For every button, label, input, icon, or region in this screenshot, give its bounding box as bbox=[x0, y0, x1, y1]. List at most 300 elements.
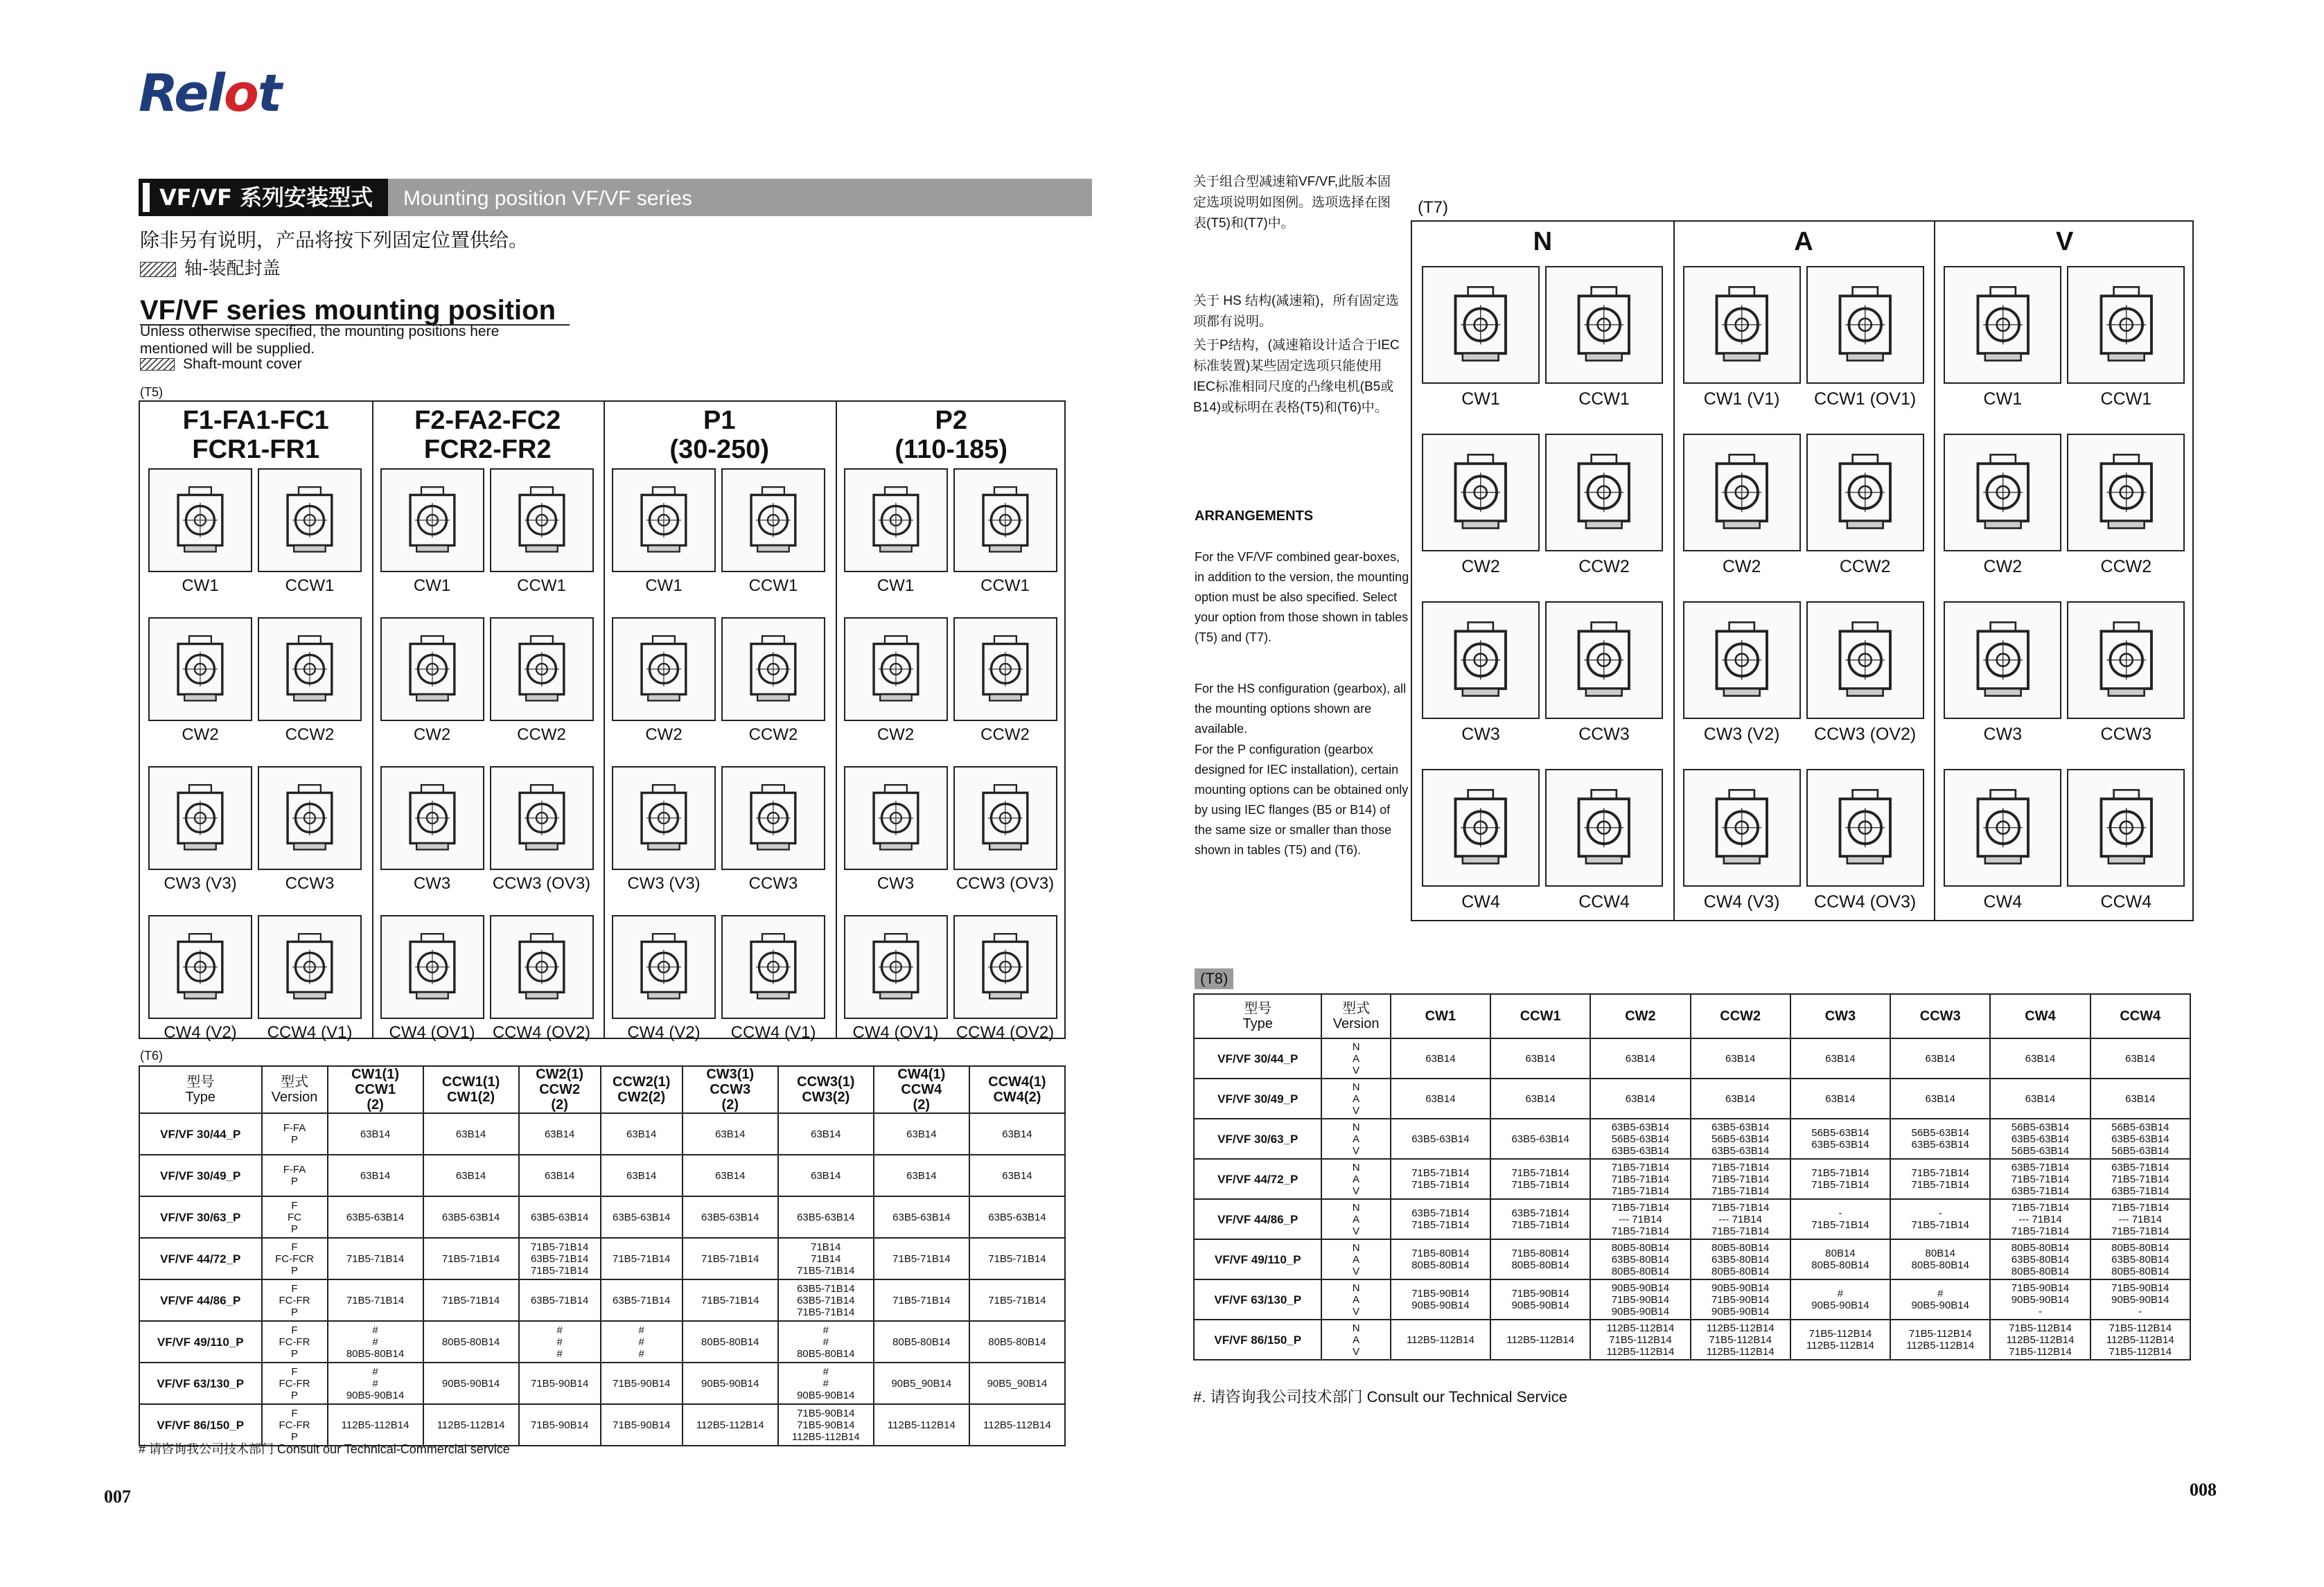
gearbox-icon bbox=[624, 779, 703, 858]
mounting-caption: CCW1 bbox=[1578, 389, 1630, 409]
mounting-caption: CCW2 bbox=[980, 725, 1030, 744]
column-header: CCW1 bbox=[1490, 994, 1590, 1038]
row-type: VF/VF 44/86_P bbox=[139, 1279, 262, 1321]
table-cell: 71B5-71B14 71B5-71B14 71B5-71B14 bbox=[1691, 1159, 1790, 1199]
mounting-caption: CCW1 bbox=[980, 576, 1030, 595]
gearbox-icon bbox=[161, 928, 240, 1007]
gearbox-icon bbox=[1697, 615, 1786, 704]
column-header: CW4 bbox=[1990, 994, 2090, 1038]
column-header: CCW2 bbox=[1691, 994, 1790, 1038]
mounting-diagram bbox=[1545, 434, 1663, 551]
row-type: VF/VF 44/86_P bbox=[1194, 1199, 1321, 1239]
table-cell: 63B14 bbox=[683, 1155, 778, 1196]
mounting-caption: CCW3 bbox=[2100, 725, 2152, 744]
mounting-diagram bbox=[1944, 601, 2061, 719]
mounting-caption: CCW4 (V1) bbox=[267, 1023, 353, 1042]
table-cell: 63B14 bbox=[519, 1113, 601, 1155]
table-cell: 71B5-90B14 90B5-90B14 - bbox=[2090, 1279, 2190, 1320]
row-type: VF/VF 30/44_P bbox=[139, 1113, 262, 1155]
section-title-zh: VF/VF 系列安装型式 bbox=[139, 179, 388, 216]
mounting-caption: CW1 bbox=[182, 576, 219, 595]
mounting-diagram bbox=[2067, 434, 2185, 551]
mounting-diagram bbox=[721, 617, 825, 721]
table-cell: # # # bbox=[601, 1321, 683, 1363]
gearbox-icon bbox=[624, 481, 703, 560]
mounting-caption: CW2 bbox=[182, 725, 219, 744]
brand-logo: Relot bbox=[139, 64, 281, 123]
table-cell: 112B5-112B14 bbox=[874, 1404, 969, 1446]
t8-table bbox=[1193, 993, 2191, 1360]
table-cell: 63B5-71B14 71B5-71B14 bbox=[1490, 1199, 1590, 1239]
mounting-diagram bbox=[953, 915, 1057, 1019]
mounting-diagram bbox=[1545, 601, 1663, 719]
page-number-left: 007 bbox=[104, 1487, 131, 1507]
column-divider bbox=[604, 402, 605, 1038]
mounting-caption: CCW3 bbox=[1578, 725, 1630, 744]
gearbox-icon bbox=[1559, 447, 1648, 537]
table-cell: 63B14 bbox=[1790, 1038, 1890, 1079]
row-type: VF/VF 49/110_P bbox=[1194, 1239, 1321, 1279]
note-en-3: For the P configuration (gearbox designed for IEC installation), certain mounting options can be obtained only by using IEC flanges (B5 or B14) of the same size or smaller than those shown in tables (T5) and (T6). bbox=[1195, 743, 1409, 857]
row-type: VF/VF 63/130_P bbox=[139, 1363, 262, 1404]
mounting-diagram bbox=[612, 468, 716, 572]
mounting-caption: CCW2 bbox=[2100, 557, 2152, 576]
table-cell: F-FA P bbox=[262, 1113, 328, 1155]
t5-mounting-grid bbox=[139, 400, 1066, 1042]
mounting-diagram bbox=[721, 766, 825, 870]
gearbox-icon bbox=[393, 928, 472, 1007]
table-cell: 80B5-80B14 63B5-80B14 80B5-80B14 bbox=[1590, 1239, 1690, 1279]
table-cell: F FC-FR P bbox=[262, 1279, 328, 1321]
row-type: VF/VF 44/72_P bbox=[139, 1238, 262, 1279]
mounting-diagram bbox=[380, 468, 484, 572]
gearbox-icon bbox=[1958, 447, 2048, 537]
gearbox-icon bbox=[734, 630, 813, 709]
row-type: VF/VF 86/150_P bbox=[1194, 1320, 1321, 1360]
table-cell: 56B5-63B14 63B5-63B14 bbox=[1790, 1119, 1890, 1159]
table-cell: # 90B5-90B14 bbox=[1890, 1279, 1990, 1320]
table-row bbox=[139, 1155, 1065, 1196]
table-row bbox=[1194, 1119, 2190, 1159]
arrangements-heading: ARRANGEMENTS bbox=[1195, 508, 1314, 524]
table-cell: 71B5-71B14 bbox=[874, 1238, 969, 1279]
group-heading bbox=[372, 406, 604, 464]
table-cell: 63B14 bbox=[328, 1113, 423, 1155]
table-cell: # 90B5-90B14 bbox=[1790, 1279, 1890, 1320]
table-cell: 63B5-63B14 56B5-63B14 63B5-63B14 bbox=[1691, 1119, 1790, 1159]
table-cell: 63B14 bbox=[519, 1155, 601, 1196]
table-row bbox=[1194, 1239, 2190, 1279]
mounting-diagram bbox=[148, 617, 252, 721]
mounting-diagram bbox=[844, 617, 948, 721]
gearbox-icon bbox=[1820, 447, 1910, 537]
group-heading bbox=[140, 406, 372, 464]
group-heading-line2: FCR1-FR1 bbox=[192, 435, 320, 464]
t8-label: (T8) bbox=[1195, 968, 1233, 989]
table-cell: 63B14 bbox=[601, 1155, 683, 1196]
table-cell: N A V bbox=[1321, 1320, 1390, 1360]
table-cell: 112B5-112B14 bbox=[683, 1404, 778, 1446]
mounting-diagram bbox=[844, 915, 948, 1019]
table-cell: 71B5-71B14 71B5-71B14 bbox=[1890, 1159, 1990, 1199]
t5-label: (T5) bbox=[140, 385, 163, 399]
table-cell: N A V bbox=[1321, 1199, 1390, 1239]
table-cell: # # 90B5-90B14 bbox=[778, 1363, 874, 1404]
mounting-diagram bbox=[148, 766, 252, 870]
table-cell: 80B14 80B5-80B14 bbox=[1890, 1239, 1990, 1279]
table-cell: 90B5-90B14 bbox=[423, 1363, 519, 1404]
mounting-caption: CCW3 bbox=[748, 874, 798, 893]
mounting-caption: CW3 (V3) bbox=[627, 874, 701, 893]
table-cell: 71B5-90B14 bbox=[519, 1404, 601, 1446]
table-cell: 71B5-90B14 90B5-90B14 bbox=[1391, 1279, 1490, 1320]
table-cell: 71B5-71B14 bbox=[683, 1279, 778, 1321]
table-cell: F FC-FCR P bbox=[262, 1238, 328, 1279]
mounting-caption: CW4 (OV1) bbox=[852, 1023, 939, 1042]
gearbox-icon bbox=[856, 779, 935, 858]
table-cell: 63B5-63B14 56B5-63B14 63B5-63B14 bbox=[1590, 1119, 1690, 1159]
gearbox-icon bbox=[1820, 615, 1910, 704]
gearbox-icon bbox=[734, 481, 813, 560]
table-cell: 63B14 bbox=[1391, 1079, 1490, 1119]
mounting-caption: CW1 bbox=[645, 576, 683, 595]
intro-en: Unless otherwise specified, the mounting positions here mentioned will be supplied. bbox=[140, 323, 500, 357]
table-cell: 63B14 bbox=[1691, 1079, 1790, 1119]
mounting-diagram bbox=[721, 468, 825, 572]
group-heading-line1: F2-FA2-FC2 bbox=[414, 406, 561, 435]
gearbox-icon bbox=[1559, 615, 1648, 704]
mounting-diagram bbox=[953, 617, 1057, 721]
table-cell: F-FA P bbox=[262, 1155, 328, 1196]
mounting-diagram bbox=[490, 915, 594, 1019]
row-type: VF/VF 86/150_P bbox=[139, 1404, 262, 1446]
column-header: CW3(1) CCW3 (2) bbox=[683, 1066, 778, 1113]
table-cell: 63B14 bbox=[874, 1155, 969, 1196]
mounting-caption: CCW2 bbox=[748, 725, 798, 744]
mounting-diagram bbox=[380, 915, 484, 1019]
t6-table bbox=[139, 1065, 1066, 1446]
column-header: CW1 bbox=[1391, 994, 1490, 1038]
table-cell: 56B5-63B14 63B5-63B14 56B5-63B14 bbox=[1990, 1119, 2090, 1159]
mounting-diagram bbox=[1944, 266, 2061, 384]
table-cell: 63B5-71B14 bbox=[601, 1279, 683, 1321]
table-cell: 71B5-71B14 bbox=[874, 1279, 969, 1321]
mounting-caption: CCW4 bbox=[1578, 892, 1630, 912]
mounting-diagram bbox=[1422, 434, 1540, 551]
table-cell: # # 80B5-80B14 bbox=[328, 1321, 423, 1363]
row-type: VF/VF 44/72_P bbox=[1194, 1159, 1321, 1199]
row-type: VF/VF 30/63_P bbox=[139, 1196, 262, 1238]
gearbox-icon bbox=[1559, 783, 1648, 872]
gearbox-icon bbox=[502, 928, 581, 1007]
table-cell: 63B5-71B14 71B5-71B14 bbox=[1391, 1199, 1490, 1239]
table-cell: 63B5-63B14 bbox=[969, 1196, 1065, 1238]
column-divider bbox=[372, 402, 373, 1038]
table-cell: N A V bbox=[1321, 1279, 1390, 1320]
table-cell: F FC-FR P bbox=[262, 1404, 328, 1446]
mounting-diagram bbox=[2067, 769, 2185, 887]
table-row bbox=[1194, 1320, 2190, 1360]
mounting-diagram bbox=[1545, 769, 1663, 887]
mounting-caption: CCW4 (OV2) bbox=[492, 1023, 591, 1042]
gearbox-icon bbox=[856, 928, 935, 1007]
table-cell: 63B14 bbox=[969, 1155, 1065, 1196]
gearbox-icon bbox=[1958, 280, 2048, 369]
mounting-caption: CW2 bbox=[1722, 557, 1761, 576]
note-en-1: For the VF/VF combined gear-boxes, in addition to the version, the mounting option must be also specified. Select your option from those shown in tables (T5) and (T7). bbox=[1195, 550, 1409, 644]
table-cell: 90B5-90B14 bbox=[683, 1363, 778, 1404]
mounting-caption: CW2 bbox=[1983, 557, 2023, 576]
mounting-caption: CW1 bbox=[877, 576, 915, 595]
gearbox-icon bbox=[393, 481, 472, 560]
table-cell: # # 80B5-80B14 bbox=[778, 1321, 874, 1363]
mounting-caption: CW2 bbox=[877, 725, 915, 744]
table-cell: 112B5-112B14 71B5-112B14 112B5-112B14 bbox=[1691, 1320, 1790, 1360]
table-cell: N A V bbox=[1321, 1239, 1390, 1279]
gearbox-icon bbox=[161, 779, 240, 858]
gearbox-icon bbox=[1436, 447, 1525, 537]
gearbox-icon bbox=[1958, 783, 2048, 872]
table-cell: 71B5-112B14 112B5-112B14 71B5-112B14 bbox=[1990, 1320, 2090, 1360]
row-type: VF/VF 49/110_P bbox=[139, 1321, 262, 1363]
table-cell: 112B5-112B14 bbox=[1391, 1320, 1490, 1360]
table-cell: 63B14 bbox=[778, 1113, 874, 1155]
mounting-caption: CCW3 (OV3) bbox=[492, 874, 591, 893]
table-cell: 71B5-112B14 112B5-112B14 bbox=[1790, 1320, 1890, 1360]
gearbox-icon bbox=[502, 630, 581, 709]
mounting-caption: CW1 (V1) bbox=[1703, 389, 1780, 409]
mounting-diagram bbox=[1806, 434, 1924, 551]
table-cell: 63B5-63B14 bbox=[328, 1196, 423, 1238]
table-cell: 71B5-112B14 112B5-112B14 71B5-112B14 bbox=[2090, 1320, 2190, 1360]
table-cell: 63B14 bbox=[683, 1113, 778, 1155]
column-header: CCW3 bbox=[1890, 994, 1990, 1038]
intro-zh: 除非另有说明，产品将按下列固定位置供给。 bbox=[140, 229, 529, 251]
table-cell: 71B5-71B14 --- 71B14 71B5-71B14 bbox=[1590, 1199, 1690, 1239]
mounting-caption: CCW3 bbox=[285, 874, 335, 893]
table-row bbox=[139, 1113, 1065, 1155]
row-type: VF/VF 30/49_P bbox=[1194, 1079, 1321, 1119]
gearbox-icon bbox=[161, 630, 240, 709]
table-cell: 63B5-63B14 bbox=[423, 1196, 519, 1238]
mounting-diagram bbox=[1545, 266, 1663, 384]
table-cell: 63B5-63B14 bbox=[1391, 1119, 1490, 1159]
table-cell: 71B5-90B14 90B5-90B14 - bbox=[1990, 1279, 2090, 1320]
mounting-diagram bbox=[612, 617, 716, 721]
table-cell: 71B5-90B14 bbox=[601, 1363, 683, 1404]
gearbox-icon bbox=[270, 481, 349, 560]
table-row bbox=[1194, 1159, 2190, 1199]
mounting-diagram bbox=[721, 915, 825, 1019]
mounting-caption: CCW2 bbox=[1839, 557, 1891, 576]
gearbox-icon bbox=[1820, 280, 1910, 369]
mounting-diagram bbox=[1422, 266, 1540, 384]
table-cell: 80B5-80B14 bbox=[423, 1321, 519, 1363]
mounting-caption: CW3 bbox=[877, 874, 915, 893]
table-cell: 112B5-112B14 71B5-112B14 112B5-112B14 bbox=[1590, 1320, 1690, 1360]
gearbox-icon bbox=[856, 481, 935, 560]
gearbox-icon bbox=[2081, 280, 2171, 369]
table-cell: 80B5-80B14 63B5-80B14 80B5-80B14 bbox=[1990, 1239, 2090, 1279]
gearbox-icon bbox=[1697, 783, 1786, 872]
mounting-diagram bbox=[258, 468, 362, 572]
section-band bbox=[139, 179, 1092, 216]
mounting-caption: CW1 bbox=[1983, 389, 2023, 409]
mounting-caption: CW1 bbox=[1461, 389, 1500, 409]
gearbox-icon bbox=[1697, 447, 1786, 537]
table-cell: 63B5-63B14 bbox=[778, 1196, 874, 1238]
mounting-caption: CW4 (V3) bbox=[1703, 892, 1780, 912]
table-cell: 71B5-71B14 --- 71B14 71B5-71B14 bbox=[1990, 1199, 2090, 1239]
table-cell: N A V bbox=[1321, 1038, 1390, 1079]
mounting-caption: CCW2 bbox=[1578, 557, 1630, 576]
column-header: 型式 Version bbox=[262, 1066, 328, 1113]
table-cell: 63B5-63B14 bbox=[1490, 1119, 1590, 1159]
mounting-caption: CW2 bbox=[645, 725, 683, 744]
table-cell: 71B5-71B14 63B5-71B14 71B5-71B14 bbox=[519, 1238, 601, 1279]
group-heading bbox=[836, 406, 1068, 464]
table-cell: F FC-FR P bbox=[262, 1321, 328, 1363]
note-zh-3: 关于P结构，(减速箱设计适合于IEC标准装置)某些固定选项只能使用IEC标准相同尺度的凸缘电机(B5或B14)或标明在表格(T5)和(T6)中。 bbox=[1193, 338, 1400, 415]
table-cell: F FC P bbox=[262, 1196, 328, 1238]
mounting-caption: CCW2 bbox=[517, 725, 566, 744]
mounting-diagram bbox=[490, 766, 594, 870]
table-cell: 80B5-80B14 bbox=[969, 1321, 1065, 1363]
mounting-caption: CW3 (V3) bbox=[164, 874, 237, 893]
note-zh-2: 关于 HS 结构(减速箱)，所有固定选项都有说明。 bbox=[1193, 294, 1399, 329]
gearbox-icon bbox=[1697, 280, 1786, 369]
mounting-caption: CW3 (V2) bbox=[1703, 725, 1780, 744]
mounting-diagram bbox=[148, 915, 252, 1019]
gearbox-icon bbox=[966, 779, 1045, 858]
column-header: CW1(1) CCW1 (2) bbox=[328, 1066, 423, 1113]
table-cell: 71B5-71B14 --- 71B14 71B5-71B14 bbox=[1691, 1199, 1790, 1239]
t6-label: (T6) bbox=[140, 1049, 163, 1063]
table-cell: 71B5-71B14 bbox=[683, 1238, 778, 1279]
table-cell: 71B5-71B14 bbox=[423, 1279, 519, 1321]
table-cell: # # # bbox=[519, 1321, 601, 1363]
group-heading-line1: P1 bbox=[703, 406, 736, 435]
page-title: VF/VF series mounting position bbox=[140, 295, 556, 326]
hatch-label-en: Shaft-mount cover bbox=[183, 356, 302, 372]
group-heading: N bbox=[1533, 227, 1553, 256]
table-cell: 63B14 bbox=[1990, 1079, 2090, 1119]
mounting-diagram bbox=[2067, 266, 2185, 384]
table-row bbox=[139, 1363, 1065, 1404]
table-row bbox=[139, 1238, 1065, 1279]
table-cell: # # 90B5-90B14 bbox=[328, 1363, 423, 1404]
table-cell: - 71B5-71B14 bbox=[1890, 1199, 1990, 1239]
column-header: 型式 Version bbox=[1321, 994, 1390, 1038]
table-row bbox=[1194, 1279, 2190, 1320]
table-cell: 63B5-63B14 bbox=[519, 1196, 601, 1238]
t7-label: (T7) bbox=[1418, 198, 1448, 217]
gearbox-icon bbox=[734, 928, 813, 1007]
table-cell: 63B14 bbox=[423, 1155, 519, 1196]
gearbox-icon bbox=[393, 630, 472, 709]
table-cell: 90B5_90B14 bbox=[969, 1363, 1065, 1404]
row-type: VF/VF 30/49_P bbox=[139, 1155, 262, 1196]
mounting-diagram bbox=[1683, 601, 1801, 719]
t8-note: #. 请咨询我公司技术部门 Consult our Technical Service bbox=[1193, 1388, 1567, 1406]
table-cell: N A V bbox=[1321, 1159, 1390, 1199]
gearbox-icon bbox=[270, 779, 349, 858]
table-cell: 71B5-71B14 bbox=[969, 1279, 1065, 1321]
mounting-caption: CW2 bbox=[413, 725, 451, 744]
table-cell: 56B5-63B14 63B5-63B14 56B5-63B14 bbox=[2090, 1119, 2190, 1159]
mounting-diagram bbox=[612, 915, 716, 1019]
row-type: VF/VF 30/63_P bbox=[1194, 1119, 1321, 1159]
mounting-caption: CCW4 (OV2) bbox=[956, 1023, 1055, 1042]
mounting-caption: CW3 bbox=[1983, 725, 2023, 744]
mounting-diagram bbox=[1422, 601, 1540, 719]
column-header: CCW3(1) CW3(2) bbox=[778, 1066, 874, 1113]
mounting-diagram bbox=[844, 468, 948, 572]
table-cell: 112B5-112B14 bbox=[423, 1404, 519, 1446]
column-header: CCW4 bbox=[2090, 994, 2190, 1038]
t7-mounting-grid bbox=[1411, 220, 2194, 921]
column-header: CW4(1) CCW4 (2) bbox=[874, 1066, 969, 1113]
table-cell: 63B14 bbox=[1890, 1038, 1990, 1079]
table-cell: 71B5-112B14 112B5-112B14 bbox=[1890, 1320, 1990, 1360]
table-cell: 80B5-80B14 63B5-80B14 80B5-80B14 bbox=[1691, 1239, 1790, 1279]
mounting-diagram bbox=[1806, 769, 1924, 887]
gearbox-icon bbox=[1820, 783, 1910, 872]
table-cell: 71B5-71B14 bbox=[601, 1238, 683, 1279]
table-cell: 71B5-80B14 80B5-80B14 bbox=[1391, 1239, 1490, 1279]
mounting-caption: CW4 bbox=[1983, 892, 2023, 912]
table-cell: 80B5-80B14 63B5-80B14 80B5-80B14 bbox=[2090, 1239, 2190, 1279]
gearbox-icon bbox=[856, 630, 935, 709]
table-cell: 63B14 bbox=[1490, 1038, 1590, 1079]
table-cell: 71B5-71B14 bbox=[423, 1238, 519, 1279]
table-row bbox=[1194, 1199, 2190, 1239]
mounting-diagram bbox=[1944, 434, 2061, 551]
mounting-caption: CW4 (V2) bbox=[164, 1023, 237, 1042]
table-cell: 63B14 bbox=[969, 1113, 1065, 1155]
table-cell: 63B14 bbox=[423, 1113, 519, 1155]
mounting-caption: CCW4 bbox=[2100, 892, 2152, 912]
column-header: CW2 bbox=[1590, 994, 1690, 1038]
table-cell: 63B14 bbox=[601, 1113, 683, 1155]
table-cell: 63B14 bbox=[1990, 1038, 2090, 1079]
gearbox-icon bbox=[393, 779, 472, 858]
table-cell: 71B5-71B14 71B5-71B14 71B5-71B14 bbox=[1590, 1159, 1690, 1199]
mounting-caption: CCW1 bbox=[517, 576, 566, 595]
mounting-caption: CW4 bbox=[1461, 892, 1500, 912]
hatch-label-zh: 轴-装配封盖 bbox=[184, 258, 281, 278]
mounting-diagram bbox=[612, 766, 716, 870]
table-cell: 71B5-90B14 90B5-90B14 bbox=[1490, 1279, 1590, 1320]
table-cell: 71B5-71B14 71B5-71B14 bbox=[1790, 1159, 1890, 1199]
table-cell: 63B14 bbox=[1391, 1038, 1490, 1079]
table-cell: N A V bbox=[1321, 1119, 1390, 1159]
group-heading: A bbox=[1794, 227, 1813, 256]
gearbox-icon bbox=[270, 928, 349, 1007]
table-cell: 90B5-90B14 71B5-90B14 90B5-90B14 bbox=[1590, 1279, 1690, 1320]
mounting-diagram bbox=[380, 617, 484, 721]
mounting-caption: CCW3 (OV2) bbox=[1814, 725, 1917, 744]
table-cell: 71B5-71B14 bbox=[328, 1238, 423, 1279]
mounting-caption: CCW1 bbox=[2100, 389, 2152, 409]
t6-note: # 请咨询我公司技术部门 Consult our Technical-Commercial service bbox=[139, 1442, 510, 1456]
mounting-diagram bbox=[380, 766, 484, 870]
gearbox-icon bbox=[966, 630, 1045, 709]
table-cell: 71B5-71B14 71B5-71B14 bbox=[1490, 1159, 1590, 1199]
section-title-en: Mounting position VF/VF series bbox=[403, 187, 692, 210]
mounting-diagram bbox=[490, 617, 594, 721]
gearbox-icon bbox=[502, 481, 581, 560]
